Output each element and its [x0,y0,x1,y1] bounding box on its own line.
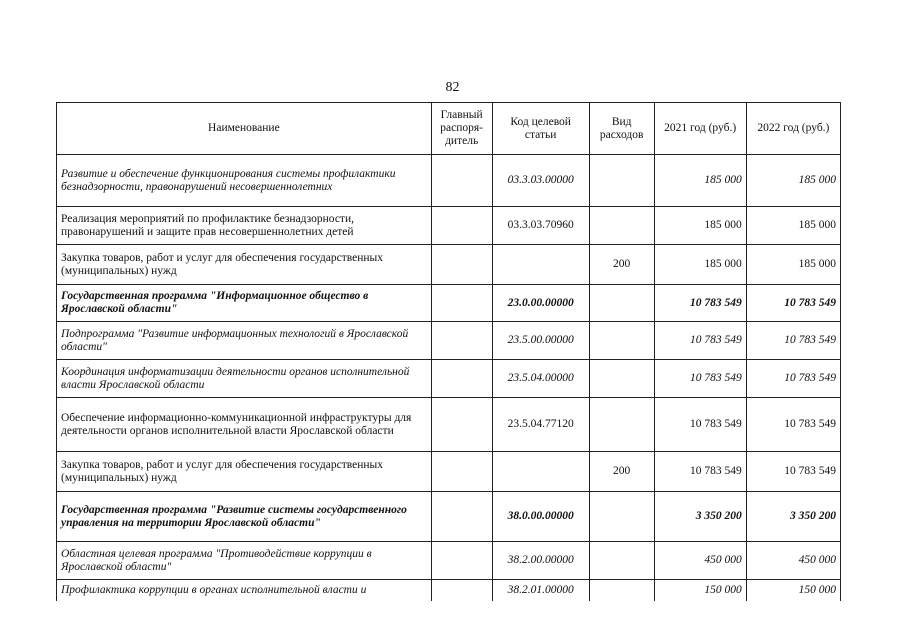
row-2021-cell: 10 783 549 [654,322,746,360]
row-name-cell: Областная целевая программа "Противодействие коррупции в Ярославской области" [57,542,432,580]
row-admin-cell [431,245,492,285]
row-name-cell: Профилактика коррупции в органах исполнительной власти и [57,580,432,601]
row-type-cell [589,398,654,452]
row-admin-cell [431,542,492,580]
row-admin-cell [431,492,492,542]
header-year-2022: 2022 год (руб.) [746,103,840,155]
table-row [57,245,841,285]
table-row [57,322,841,360]
row-2022-cell: 10 783 549 [746,360,840,398]
row-2021-cell: 10 783 549 [654,452,746,492]
row-type-cell [589,542,654,580]
row-code-cell [492,245,589,285]
row-code-cell: 03.3.03.00000 [492,155,589,207]
header-name: Наименование [57,103,432,155]
row-name-cell: Координация информатизации деятельности органов исполнительной власти Ярославской области [57,360,432,398]
row-2022-cell: 10 783 549 [746,452,840,492]
row-type-cell [589,492,654,542]
row-code-cell: 38.2.00.00000 [492,542,589,580]
row-code-cell: 03.3.03.70960 [492,207,589,245]
row-2021-cell: 185 000 [654,207,746,245]
row-2022-cell: 10 783 549 [746,398,840,452]
row-2022-cell: 185 000 [746,207,840,245]
row-name-cell: Подпрограмма "Развитие информационных технологий в Ярославской области" [57,322,432,360]
table-row [57,580,841,601]
row-admin-cell [431,285,492,322]
row-code-cell: 23.0.00.00000 [492,285,589,322]
row-type-cell [589,285,654,322]
row-name-cell: Государственная программа "Развитие системы государственного управления на территории Ярославской области" [57,492,432,542]
table-row [57,452,841,492]
row-code-cell: 23.5.04.77120 [492,398,589,452]
row-2022-cell: 185 000 [746,155,840,207]
table-row [57,492,841,542]
row-2021-cell: 10 783 549 [654,398,746,452]
table-row [57,398,841,452]
row-2021-cell: 3 350 200 [654,492,746,542]
row-2022-cell: 10 783 549 [746,322,840,360]
row-admin-cell [431,398,492,452]
row-2021-cell: 10 783 549 [654,360,746,398]
row-name-cell: Закупка товаров, работ и услуг для обеспечения государственных (муниципальных) нужд [57,452,432,492]
row-2022-cell: 10 783 549 [746,285,840,322]
row-admin-cell [431,452,492,492]
page-number: 82 [445,80,460,95]
row-type-cell [589,155,654,207]
row-type-cell [589,207,654,245]
row-type-cell: 200 [589,245,654,285]
row-name-cell: Обеспечение информационно-коммуникационной инфраструктуры для деятельности органов исполнительной власти Ярославской области [57,398,432,452]
table-row [57,285,841,322]
row-2022-cell: 3 350 200 [746,492,840,542]
row-admin-cell [431,322,492,360]
row-name-cell: Закупка товаров, работ и услуг для обеспечения государственных (муниципальных) нужд [57,245,432,285]
row-admin-cell [431,580,492,601]
row-code-cell: 23.5.00.00000 [492,322,589,360]
table-header-row [57,103,841,155]
row-type-cell [589,322,654,360]
header-code: Код целевой статьи [492,103,589,155]
row-code-cell: 38.2.01.00000 [492,580,589,601]
row-2021-cell: 185 000 [654,155,746,207]
row-2021-cell: 450 000 [654,542,746,580]
row-name-cell: Развитие и обеспечение функционирования системы профилактики безнадзорности, правонарушений несовершеннолетних [57,155,432,207]
row-type-cell [589,580,654,601]
row-2022-cell: 150 000 [746,580,840,601]
table-row [57,155,841,207]
table-row [57,207,841,245]
table-row [57,360,841,398]
table-row [57,542,841,580]
row-code-cell [492,452,589,492]
header-type: Вид расходов [589,103,654,155]
row-2021-cell: 185 000 [654,245,746,285]
row-admin-cell [431,207,492,245]
row-type-cell [589,360,654,398]
row-code-cell: 23.5.04.00000 [492,360,589,398]
row-2022-cell: 185 000 [746,245,840,285]
row-name-cell: Реализация мероприятий по профилактике безнадзорности, правонарушений и защите прав несовершеннолетних детей [57,207,432,245]
header-year-2021: 2021 год (руб.) [654,103,746,155]
row-2021-cell: 10 783 549 [654,285,746,322]
row-admin-cell [431,155,492,207]
row-2022-cell: 450 000 [746,542,840,580]
budget-table [56,102,841,601]
row-code-cell: 38.0.00.00000 [492,492,589,542]
row-type-cell: 200 [589,452,654,492]
header-admin: Главный распоря-дитель [431,103,492,155]
row-admin-cell [431,360,492,398]
row-name-cell: Государственная программа "Информационное общество в Ярославской области" [57,285,432,322]
row-2021-cell: 150 000 [654,580,746,601]
